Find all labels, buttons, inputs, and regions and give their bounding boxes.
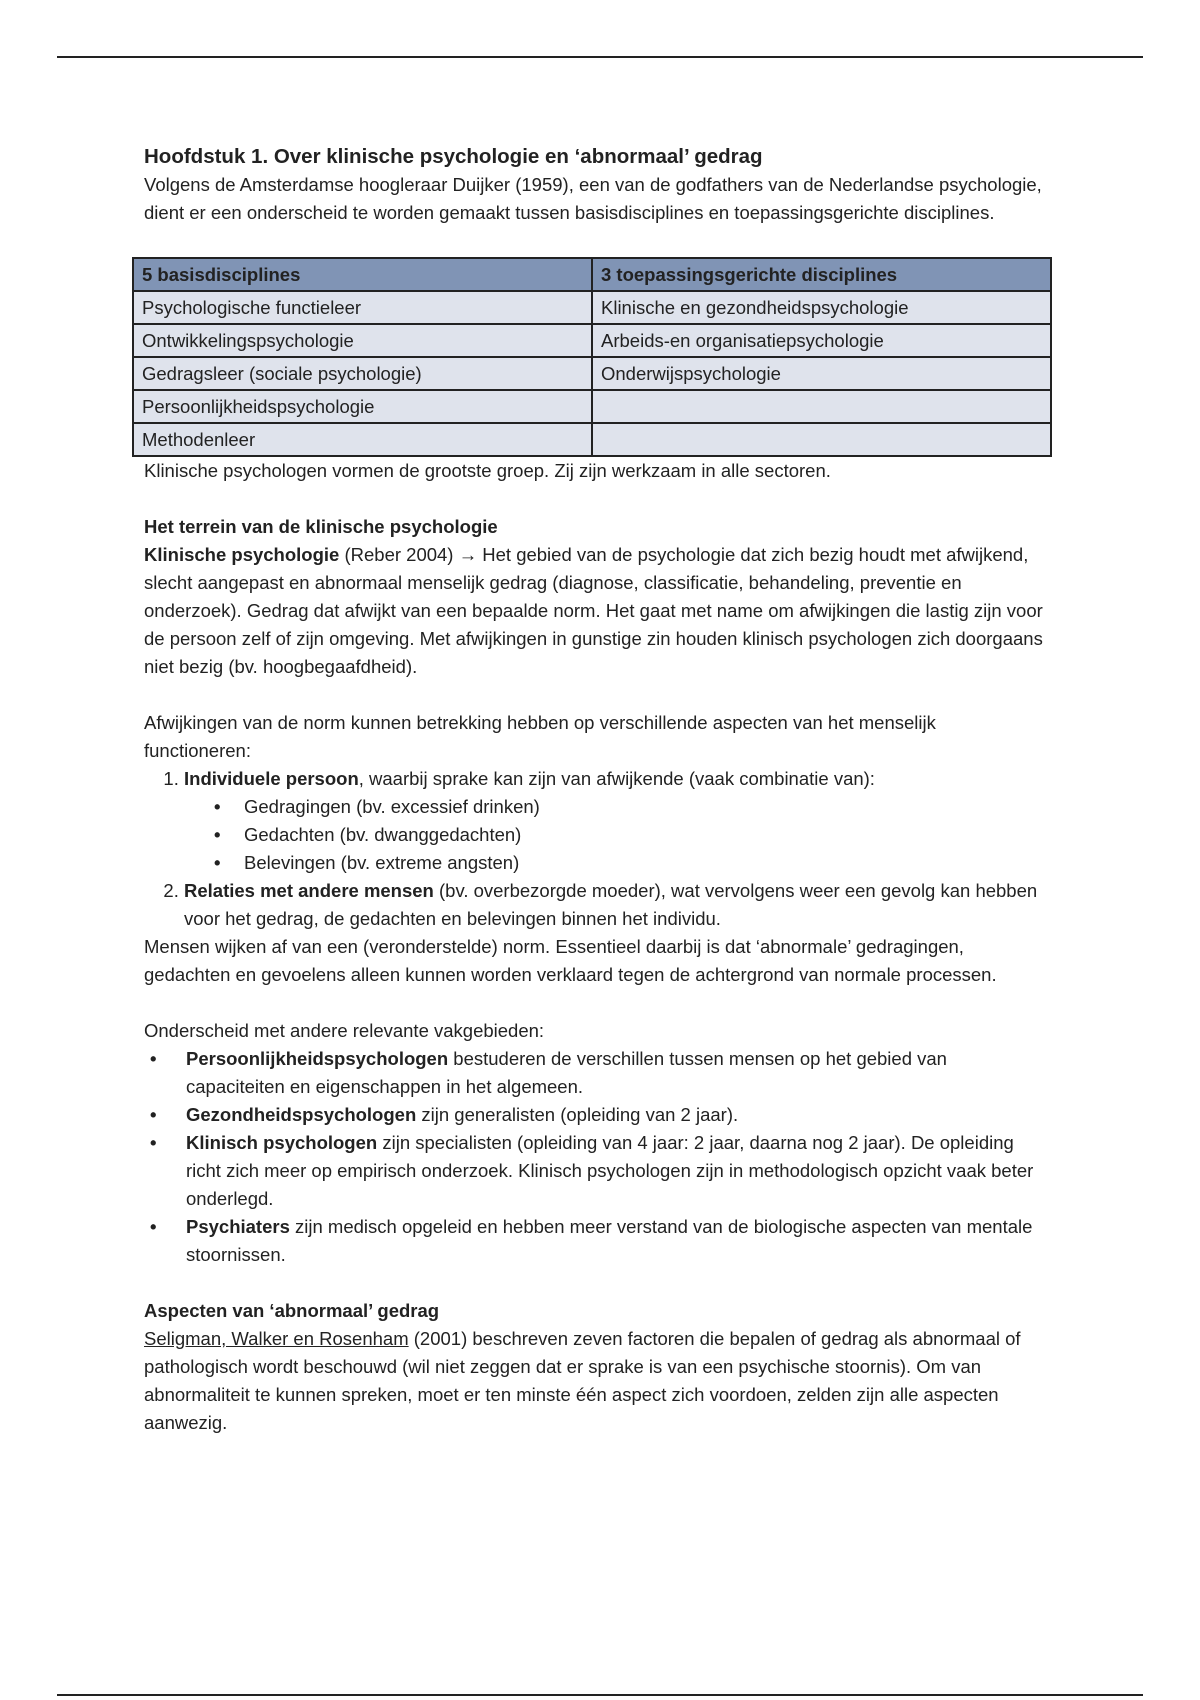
sub-list-item: • Belevingen (bv. extreme angsten) [214, 849, 1044, 877]
table-header-cell: 5 basisdisciplines [133, 258, 592, 291]
table-cell: Onderwijspsychologie [592, 357, 1051, 390]
table-row [133, 324, 1051, 357]
sub-list [184, 793, 1044, 877]
table-cell [592, 423, 1051, 456]
list-item-text: zijn medisch opgeleid en hebben meer verstand van de biologische aspecten van mentale stoornissen. [186, 1216, 1033, 1265]
section-heading-aspecten: Aspecten van ‘abnormaal’ gedrag [144, 1300, 440, 1321]
table-cell: Gedragsleer (sociale psychologie) [133, 357, 592, 390]
chapter-heading: Hoofdstuk 1. Over klinische psychologie en ‘abnormaal’ gedrag [144, 145, 763, 168]
list-item [144, 1101, 1044, 1129]
list-item-bold: Persoonlijkheidspsychologen [186, 1048, 449, 1069]
afwijkingen-outro: Mensen wijken af van een (veronderstelde) norm. Essentieel daarbij is dat ‘abnormale’ gedragingen, gedachten en gevoelens alleen kunnen worden verklaard tegen de achtergrond van normale processen. [144, 936, 997, 985]
table-row [133, 423, 1051, 456]
list-item [144, 1213, 1044, 1269]
table-cell: Arbeids-en organisatiepsychologie [592, 324, 1051, 357]
aspecten-text: (2001) beschreven zeven factoren die bepalen of gedrag als abnormaal of pathologisch wordt beschouwd (wil niet zeggen dat er sprake is van een psychische stoornis). Om van abnormaliteit te kunnen spreken, moet er ten minste één aspect zich voordoen, zelden zijn alle aspecten aanwezig. [144, 1328, 1021, 1433]
table-cell: Psychologische functieleer [133, 291, 592, 324]
list-item-bold: Psychiaters [186, 1216, 290, 1237]
list-item [144, 1129, 1044, 1213]
table-row [133, 291, 1051, 324]
table-row [133, 390, 1051, 423]
fields-list [144, 1045, 1044, 1269]
authors-citation: Seligman, Walker en Rosenham [144, 1328, 409, 1349]
table-cell: Klinische en gezondheidspsychologie [592, 291, 1051, 324]
aspecten-paragraph [144, 1325, 1044, 1437]
term-source: (Reber 2004) → [339, 544, 483, 565]
table-cell: Ontwikkelingspsychologie [133, 324, 592, 357]
term-label: Klinische psychologie [144, 544, 340, 565]
table-row [133, 357, 1051, 390]
after-table-paragraph: Klinische psychologen vormen de grootste groep. Zij zijn werkzaam in alle sectoren. [144, 460, 831, 481]
definition-paragraph [144, 541, 1044, 681]
aspects-list [144, 765, 1044, 933]
intro-paragraph: Volgens de Amsterdamse hoogleraar Duijker (1959), een van de godfathers van de Nederlandse psychologie, dient er een onderscheid te worden gemaakt tussen basisdisciplines en toepassingsgerichte disciplines. [144, 174, 1042, 223]
list-item-bold: Individuele persoon [184, 768, 359, 789]
table-cell [592, 390, 1051, 423]
footer-rule [57, 1694, 1143, 1696]
list-item [184, 765, 1044, 877]
table-cell: Methodenleer [133, 423, 592, 456]
list-item-bold: Gezondheidspsychologen [186, 1104, 417, 1125]
sub-list-item: • Gedragingen (bv. excessief drinken) [214, 793, 1044, 821]
list-item-text: bestuderen de verschillen tussen mensen op het gebied van capaciteiten en eigenschappen in het algemeen. [186, 1048, 947, 1097]
sub-list-item: • Gedachten (bv. dwanggedachten) [214, 821, 1044, 849]
list-item-bold: Relaties met andere mensen [184, 880, 434, 901]
table-header-row [133, 258, 1051, 291]
definition-text: Het gebied van de psychologie dat zich bezig houdt met afwijkend, slecht aangepast en abnormaal menselijk gedrag (diagnose, classificatie, behandeling, preventie en onderzoek). Gedrag dat afwijkt van een bepaalde norm. Het gaat met name om afwijkingen die lastig zijn voor de persoon zelf of zijn omgeving. Met afwijkingen in gunstige zin houden klinisch psychologen zich doorgaans niet bezig (bv. hoogbegaafdheid). [144, 544, 1043, 677]
list-item [184, 877, 1044, 933]
table-cell: Persoonlijkheidspsychologie [133, 390, 592, 423]
header-rule [57, 56, 1143, 58]
list-item [144, 1045, 1044, 1101]
afwijkingen-intro: Afwijkingen van de norm kunnen betrekking hebben op verschillende aspecten van het menselijk functioneren: [144, 712, 936, 761]
list-item-text: , waarbij sprake kan zijn van afwijkende (vaak combinatie van): [358, 768, 875, 789]
list-item-text: zijn specialisten (opleiding van 4 jaar: 2 jaar, daarna nog 2 jaar). De opleiding richt zich meer op empirisch onderzoek. Klinisch psychologen zijn in methodologisch opzicht vaak beter onderlegd. [186, 1132, 1034, 1209]
section-heading-terrein: Het terrein van de klinische psychologie [144, 516, 498, 537]
disciplines-table [132, 257, 1052, 457]
table-header-cell: 3 toepassingsgerichte disciplines [592, 258, 1051, 291]
onderscheid-intro: Onderscheid met andere relevante vakgebieden: [144, 1020, 545, 1041]
list-item-text: zijn generalisten (opleiding van 2 jaar). [416, 1104, 739, 1125]
document-body [144, 143, 1044, 1437]
list-item-text: (bv. overbezorgde moeder), wat vervolgens weer een gevolg kan hebben voor het gedrag, de gedachten en belevingen binnen het individu. [184, 880, 1038, 929]
list-item-bold: Klinisch psychologen [186, 1132, 378, 1153]
